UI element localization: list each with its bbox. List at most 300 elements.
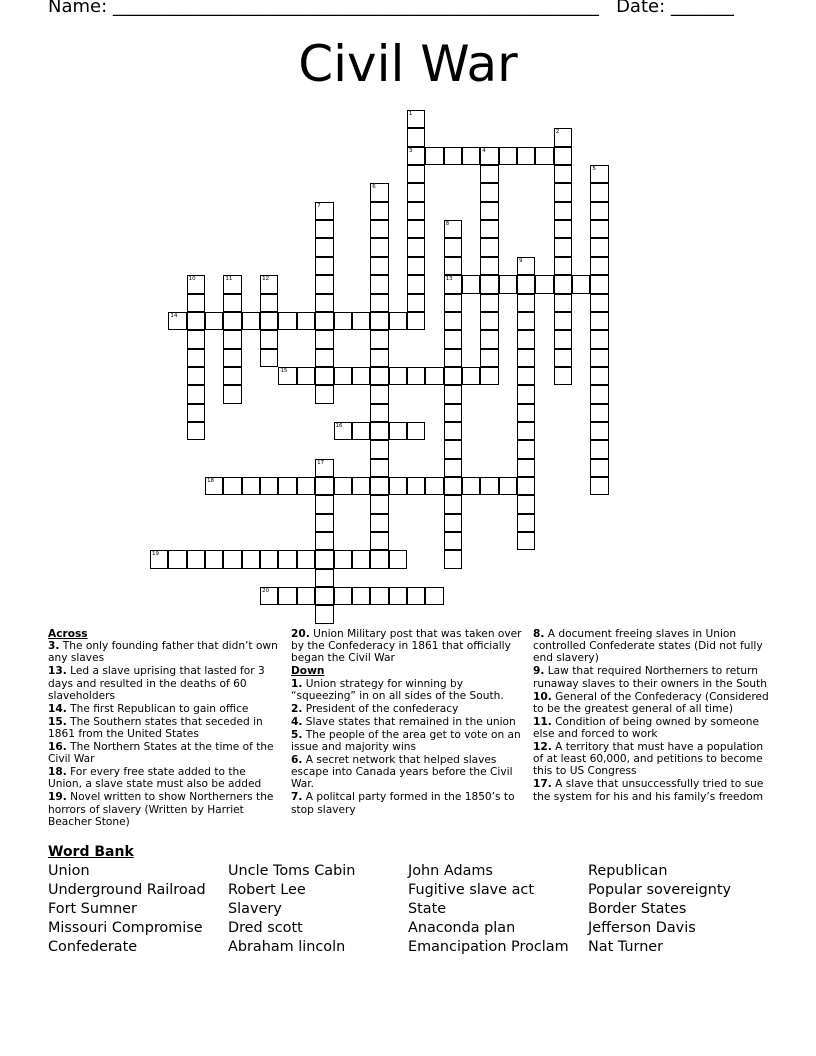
grid-cell[interactable]: [223, 550, 241, 568]
grid-cell[interactable]: [590, 312, 608, 330]
grid-cell[interactable]: [517, 440, 535, 458]
grid-cell[interactable]: [517, 275, 535, 293]
page-title: Civil War: [298, 35, 518, 93]
grid-cell[interactable]: [554, 330, 572, 348]
grid-cell[interactable]: [370, 385, 388, 403]
grid-cell[interactable]: [168, 312, 186, 330]
grid-cell[interactable]: [444, 349, 462, 367]
grid-cell[interactable]: [205, 550, 223, 568]
grid-cell[interactable]: [260, 275, 278, 293]
grid-cell[interactable]: [389, 312, 407, 330]
grid-cell[interactable]: [205, 477, 223, 495]
grid-cell[interactable]: [444, 220, 462, 238]
grid-cell[interactable]: [389, 587, 407, 605]
grid-cell[interactable]: [187, 367, 205, 385]
clue-num: 10.: [533, 690, 552, 703]
clue-text: Condition of being owned by someone else and forced to work: [533, 715, 760, 741]
grid-cell[interactable]: [315, 349, 333, 367]
grid-cell[interactable]: [260, 587, 278, 605]
word-bank-item: Emancipation Proclam: [408, 939, 569, 955]
clue-item: [291, 729, 523, 753]
clue-text: General of the Confederacy (Considered to be the greatest general of all time): [533, 690, 769, 715]
grid-cell[interactable]: [444, 275, 462, 293]
grid-cell[interactable]: [187, 385, 205, 403]
grid-cell[interactable]: [444, 330, 462, 348]
clue-item: [533, 716, 773, 740]
grid-cell[interactable]: [223, 294, 241, 312]
grid-cell[interactable]: [370, 587, 388, 605]
grid-cell[interactable]: [480, 349, 498, 367]
grid-cell[interactable]: [187, 404, 205, 422]
clue-num: 16.: [48, 741, 67, 754]
grid-cell[interactable]: [315, 532, 333, 550]
word-bank-item: Republican: [588, 863, 668, 879]
clue-text: For every free state added to the Union, a slave state must also be added: [48, 766, 262, 791]
grid-cell[interactable]: [480, 312, 498, 330]
clue-text: A territory that must have a population of at least 60,000, and petitions to become this to US Congress: [533, 741, 764, 778]
clue-text: Union Military post that was taken over by the Confederacy in 1861 that officially began the Civil War: [291, 628, 522, 665]
clues-column-2: [291, 628, 523, 817]
grid-cell[interactable]: [205, 312, 223, 330]
clue-num: 19.: [48, 791, 67, 804]
grid-cell[interactable]: [590, 404, 608, 422]
grid-cell[interactable]: [260, 330, 278, 348]
grid-cell[interactable]: [462, 147, 480, 165]
grid-cell[interactable]: [315, 477, 333, 495]
grid-cell[interactable]: [444, 385, 462, 403]
grid-cell[interactable]: [334, 312, 352, 330]
grid-cell[interactable]: [370, 257, 388, 275]
grid-cell[interactable]: [444, 514, 462, 532]
grid-cell[interactable]: [315, 550, 333, 568]
grid-cell[interactable]: [407, 220, 425, 238]
clue-item: [48, 766, 280, 790]
grid-cell[interactable]: [407, 183, 425, 201]
grid-cell[interactable]: [554, 349, 572, 367]
grid-cell[interactable]: [223, 349, 241, 367]
grid-cell[interactable]: [517, 422, 535, 440]
grid-cell[interactable]: [315, 330, 333, 348]
clue-number: 12: [262, 276, 270, 283]
grid-cell[interactable]: [389, 367, 407, 385]
grid-cell[interactable]: [480, 238, 498, 256]
word-bank-item: Robert Lee: [228, 882, 306, 898]
grid-cell[interactable]: [517, 477, 535, 495]
grid-cell[interactable]: [590, 477, 608, 495]
grid-cell[interactable]: [297, 367, 315, 385]
clue-item: [291, 716, 523, 728]
grid-cell[interactable]: [590, 330, 608, 348]
grid-cell[interactable]: [590, 202, 608, 220]
grid-cell[interactable]: [370, 459, 388, 477]
grid-cell[interactable]: [554, 238, 572, 256]
grid-cell[interactable]: [517, 294, 535, 312]
grid-cell[interactable]: [187, 312, 205, 330]
clue-num: 11.: [533, 715, 552, 728]
clue-item: [291, 703, 523, 715]
clue-num: 14.: [48, 702, 67, 715]
grid-cell[interactable]: [242, 312, 260, 330]
grid-cell[interactable]: [260, 294, 278, 312]
clue-number: 16: [335, 422, 343, 429]
word-bank-title: Word Bank: [48, 844, 134, 860]
word-bank-item: Uncle Toms Cabin: [228, 863, 356, 879]
grid-cell[interactable]: [352, 550, 370, 568]
word-bank-item: Anaconda plan: [408, 920, 516, 936]
grid-cell[interactable]: [425, 147, 443, 165]
grid-cell[interactable]: [444, 495, 462, 513]
grid-cell[interactable]: [590, 367, 608, 385]
clue-num: 12.: [533, 741, 552, 754]
grid-cell[interactable]: [315, 605, 333, 623]
grid-cell[interactable]: [278, 477, 296, 495]
grid-cell[interactable]: [517, 514, 535, 532]
grid-cell[interactable]: [315, 202, 333, 220]
grid-cell[interactable]: [168, 550, 186, 568]
word-bank-item: Slavery: [228, 901, 282, 917]
grid-cell[interactable]: [334, 587, 352, 605]
grid-cell[interactable]: [370, 183, 388, 201]
grid-cell[interactable]: [370, 440, 388, 458]
name-field[interactable]: Name: ______________________________________________________: [48, 0, 599, 17]
grid-cell[interactable]: [480, 257, 498, 275]
grid-cell[interactable]: [517, 495, 535, 513]
grid-cell[interactable]: [480, 220, 498, 238]
grid-cell[interactable]: [315, 514, 333, 532]
grid-cell[interactable]: [315, 220, 333, 238]
grid-cell[interactable]: [444, 532, 462, 550]
word-bank-column-1: [48, 862, 206, 957]
clue-number: 19: [152, 551, 159, 558]
grid-cell[interactable]: [407, 477, 425, 495]
grid-cell[interactable]: [499, 147, 517, 165]
grid-cell[interactable]: [444, 367, 462, 385]
grid-cell[interactable]: [407, 275, 425, 293]
grid-cell[interactable]: [554, 312, 572, 330]
grid-cell[interactable]: [278, 367, 296, 385]
grid-cell[interactable]: [517, 459, 535, 477]
grid-cell[interactable]: [315, 385, 333, 403]
grid-cell[interactable]: [517, 257, 535, 275]
grid-cell[interactable]: [590, 165, 608, 183]
grid-cell[interactable]: [370, 404, 388, 422]
grid-cell[interactable]: [315, 569, 333, 587]
grid-cell[interactable]: [297, 312, 315, 330]
word-bank-item: Jefferson Davis: [588, 920, 696, 936]
grid-cell[interactable]: [370, 422, 388, 440]
grid-cell[interactable]: [480, 367, 498, 385]
grid-cell[interactable]: [315, 238, 333, 256]
grid-cell[interactable]: [517, 385, 535, 403]
grid-cell[interactable]: [407, 165, 425, 183]
grid-cell[interactable]: [334, 422, 352, 440]
clue-item: [48, 703, 280, 715]
grid-cell[interactable]: [407, 422, 425, 440]
clue-number: 20: [262, 588, 270, 595]
grid-cell[interactable]: [352, 312, 370, 330]
grid-cell[interactable]: [187, 294, 205, 312]
grid-cell[interactable]: [480, 165, 498, 183]
grid-cell[interactable]: [260, 349, 278, 367]
clue-num: 5.: [291, 728, 303, 741]
grid-cell[interactable]: [223, 312, 241, 330]
grid-cell[interactable]: [590, 294, 608, 312]
grid-cell[interactable]: [444, 147, 462, 165]
grid-cell[interactable]: [278, 587, 296, 605]
grid-cell[interactable]: [370, 238, 388, 256]
clue-item: [533, 665, 773, 689]
grid-cell[interactable]: [554, 202, 572, 220]
word-bank-item: Abraham lincoln: [228, 939, 346, 955]
grid-cell[interactable]: [535, 147, 553, 165]
grid-cell[interactable]: [352, 422, 370, 440]
grid-cell[interactable]: [590, 220, 608, 238]
grid-cell[interactable]: [590, 349, 608, 367]
grid-cell[interactable]: [370, 312, 388, 330]
clue-number: 13: [445, 276, 453, 283]
grid-cell[interactable]: [554, 147, 572, 165]
grid-cell[interactable]: [480, 330, 498, 348]
grid-cell[interactable]: [480, 477, 498, 495]
grid-cell[interactable]: [370, 532, 388, 550]
clue-text: The only founding father that didn’t own any slaves: [48, 640, 278, 665]
clue-text: A secret network that helped slaves escape into Canada years before the Civil War.: [291, 754, 513, 791]
grid-cell[interactable]: [187, 422, 205, 440]
grid-cell[interactable]: [425, 587, 443, 605]
grid-cell[interactable]: [425, 477, 443, 495]
grid-cell[interactable]: [242, 477, 260, 495]
grid-cell[interactable]: [352, 587, 370, 605]
grid-cell[interactable]: [370, 220, 388, 238]
grid-cell[interactable]: [407, 587, 425, 605]
grid-cell[interactable]: [572, 275, 590, 293]
grid-cell[interactable]: [590, 183, 608, 201]
grid-cell[interactable]: [370, 294, 388, 312]
clue-number: 14: [170, 312, 178, 319]
grid-cell[interactable]: [278, 312, 296, 330]
grid-cell[interactable]: [407, 257, 425, 275]
grid-cell[interactable]: [554, 275, 572, 293]
grid-cell[interactable]: [407, 238, 425, 256]
clue-text: Slave states that remained in the union: [302, 715, 516, 728]
grid-cell[interactable]: [407, 367, 425, 385]
grid-cell[interactable]: [315, 495, 333, 513]
clue-num: 9.: [533, 665, 545, 678]
grid-cell[interactable]: [462, 275, 480, 293]
clue-num: 20.: [291, 628, 310, 640]
grid-cell[interactable]: [315, 275, 333, 293]
grid-cell[interactable]: [517, 367, 535, 385]
grid-cell[interactable]: [315, 367, 333, 385]
grid-cell[interactable]: [590, 440, 608, 458]
grid-cell[interactable]: [407, 110, 425, 128]
word-bank-item: Missouri Compromise: [48, 920, 203, 936]
grid-cell[interactable]: [297, 587, 315, 605]
grid-cell[interactable]: [590, 459, 608, 477]
grid-cell[interactable]: [444, 404, 462, 422]
grid-cell[interactable]: [462, 367, 480, 385]
grid-cell[interactable]: [590, 385, 608, 403]
grid-cell[interactable]: [444, 422, 462, 440]
grid-cell[interactable]: [260, 477, 278, 495]
grid-cell[interactable]: [590, 257, 608, 275]
clue-num: 4.: [291, 715, 303, 728]
clue-item: [533, 691, 773, 715]
grid-cell[interactable]: [260, 550, 278, 568]
grid-cell[interactable]: [499, 275, 517, 293]
clue-text: A slave that unsuccessfully tried to sue the system for his and his family’s freedom: [533, 778, 764, 803]
grid-cell[interactable]: [535, 275, 553, 293]
clue-num: 15.: [48, 715, 67, 728]
word-bank-item: Union: [48, 863, 90, 879]
grid-cell[interactable]: [315, 312, 333, 330]
grid-cell[interactable]: [499, 477, 517, 495]
grid-cell[interactable]: [444, 238, 462, 256]
grid-cell[interactable]: [223, 385, 241, 403]
clue-heading: Down: [291, 665, 325, 678]
grid-cell[interactable]: [590, 275, 608, 293]
grid-cell[interactable]: [407, 147, 425, 165]
grid-cell[interactable]: [223, 275, 241, 293]
clue-text: Union strategy for winning by “squeezing” in on all sides of the South.: [291, 677, 504, 702]
grid-cell[interactable]: [517, 147, 535, 165]
grid-cell[interactable]: [554, 128, 572, 146]
grid-cell[interactable]: [352, 367, 370, 385]
grid-cell[interactable]: [407, 312, 425, 330]
clue-item: [291, 678, 523, 702]
clue-num: 8.: [533, 628, 545, 640]
word-bank-column-3: [408, 862, 569, 957]
clue-num: 18.: [48, 766, 67, 779]
grid-cell[interactable]: [370, 495, 388, 513]
word-bank-item: State: [408, 901, 447, 917]
grid-cell[interactable]: [370, 514, 388, 532]
grid-cell[interactable]: [444, 257, 462, 275]
word-bank-item: Nat Turner: [588, 939, 664, 955]
grid-cell[interactable]: [554, 183, 572, 201]
grid-cell[interactable]: [407, 294, 425, 312]
grid-cell[interactable]: [444, 294, 462, 312]
grid-cell[interactable]: [444, 440, 462, 458]
grid-cell[interactable]: [352, 477, 370, 495]
clue-number: 9: [519, 257, 523, 264]
clue-number: 15: [280, 367, 288, 374]
clue-text: A politcal party formed in the 1850’s to stop slavery: [291, 791, 515, 816]
grid-cell[interactable]: [554, 367, 572, 385]
grid-cell[interactable]: [150, 550, 168, 568]
grid-cell[interactable]: [334, 477, 352, 495]
grid-cell[interactable]: [389, 477, 407, 495]
grid-cell[interactable]: [407, 128, 425, 146]
grid-cell[interactable]: [223, 367, 241, 385]
clue-item: [48, 665, 280, 702]
grid-cell[interactable]: [517, 404, 535, 422]
word-bank-item: Border States: [588, 901, 687, 917]
clue-item: [533, 778, 773, 802]
grid-cell[interactable]: [480, 202, 498, 220]
grid-cell[interactable]: [554, 257, 572, 275]
grid-cell[interactable]: [480, 294, 498, 312]
clue-number: 3: [408, 147, 413, 154]
clue-text: The Northern States at the time of the Civil War: [48, 741, 274, 766]
clue-num: 7.: [291, 791, 303, 804]
clue-number: 6: [372, 184, 376, 191]
grid-cell[interactable]: [315, 257, 333, 275]
grid-cell[interactable]: [517, 349, 535, 367]
grid-cell[interactable]: [590, 238, 608, 256]
grid-cell[interactable]: [517, 532, 535, 550]
grid-cell[interactable]: [480, 183, 498, 201]
word-bank-item: Dred scott: [228, 920, 303, 936]
grid-cell[interactable]: [444, 477, 462, 495]
word-bank-column-2: [228, 862, 355, 957]
clue-number: 11: [225, 276, 233, 283]
clue-text: A document freeing slaves in Union controlled Confederate states (Did not fully end slavery): [533, 628, 763, 665]
grid-cell[interactable]: [462, 477, 480, 495]
clue-item: [48, 741, 280, 765]
grid-cell[interactable]: [260, 312, 278, 330]
clue-item: [48, 791, 280, 828]
grid-cell[interactable]: [554, 220, 572, 238]
grid-cell[interactable]: [297, 477, 315, 495]
clue-item: [48, 716, 280, 740]
grid-cell[interactable]: [389, 550, 407, 568]
grid-cell[interactable]: [370, 349, 388, 367]
word-bank-item: Underground Railroad: [48, 882, 206, 898]
grid-cell[interactable]: [315, 587, 333, 605]
clue-num: 2.: [291, 702, 303, 715]
grid-cell[interactable]: [315, 459, 333, 477]
grid-cell[interactable]: [590, 422, 608, 440]
grid-cell[interactable]: [370, 202, 388, 220]
grid-cell[interactable]: [370, 330, 388, 348]
grid-cell[interactable]: [370, 550, 388, 568]
grid-cell[interactable]: [315, 294, 333, 312]
clue-text: President of the confederacy: [302, 702, 459, 715]
clue-number: 17: [317, 459, 325, 466]
grid-cell[interactable]: [223, 330, 241, 348]
grid-cell[interactable]: [370, 477, 388, 495]
grid-cell[interactable]: [370, 275, 388, 293]
grid-cell[interactable]: [389, 422, 407, 440]
grid-cell[interactable]: [297, 550, 315, 568]
clue-text: The people of the area get to vote on an issue and majority wins: [291, 728, 521, 754]
grid-cell[interactable]: [187, 330, 205, 348]
grid-cell[interactable]: [187, 550, 205, 568]
grid-cell[interactable]: [187, 275, 205, 293]
grid-cell[interactable]: [444, 459, 462, 477]
grid-cell[interactable]: [517, 330, 535, 348]
grid-cell[interactable]: [370, 367, 388, 385]
grid-cell[interactable]: [187, 349, 205, 367]
grid-cell[interactable]: [242, 550, 260, 568]
grid-cell[interactable]: [517, 312, 535, 330]
grid-cell[interactable]: [444, 312, 462, 330]
grid-cell[interactable]: [407, 202, 425, 220]
grid-cell[interactable]: [278, 550, 296, 568]
grid-cell[interactable]: [554, 165, 572, 183]
grid-cell[interactable]: [223, 477, 241, 495]
grid-cell[interactable]: [334, 367, 352, 385]
grid-cell[interactable]: [480, 275, 498, 293]
grid-cell[interactable]: [425, 367, 443, 385]
date-field[interactable]: Date: _______: [616, 0, 734, 17]
word-bank-item: Popular sovereignty: [588, 882, 732, 898]
grid-cell[interactable]: [480, 147, 498, 165]
grid-cell[interactable]: [334, 550, 352, 568]
grid-cell[interactable]: [554, 294, 572, 312]
grid-cell[interactable]: [444, 550, 462, 568]
